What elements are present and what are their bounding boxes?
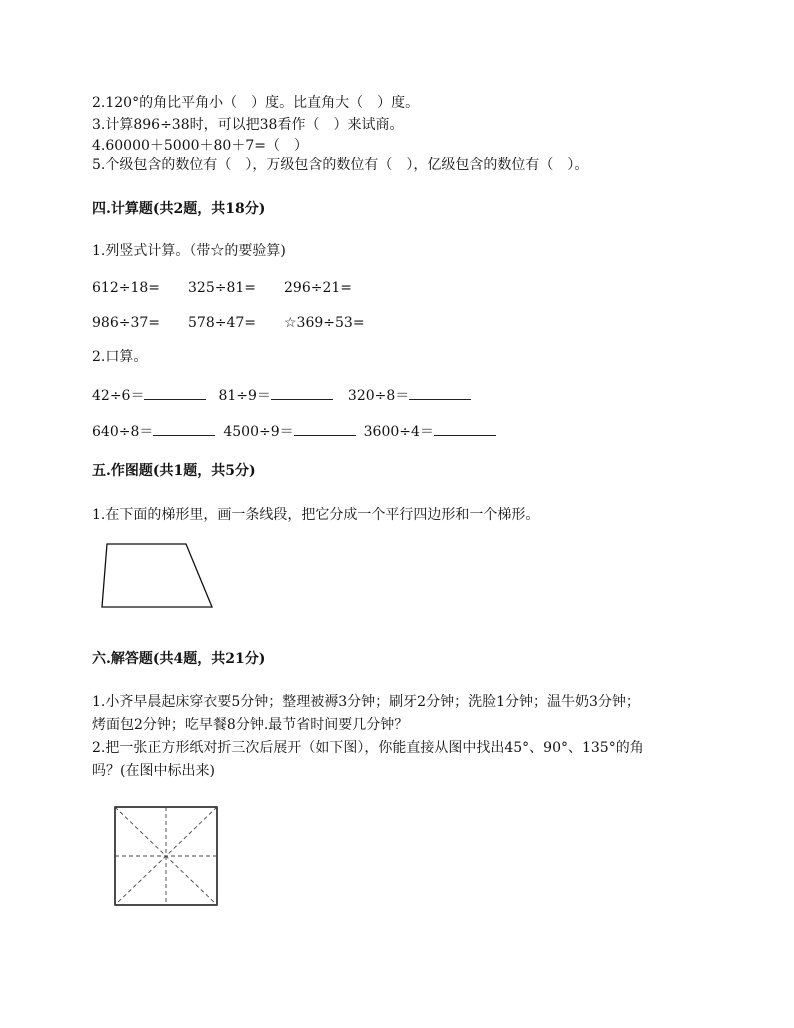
answer-blank[interactable] [294, 421, 356, 436]
question-2-text: 2.120°的角比平角小（ ）度。比直角大（ ）度。 [92, 95, 420, 111]
fold-lines [115, 807, 217, 905]
calc-q1-title: 1.列竖式计算。（带☆的要验算) [92, 243, 286, 259]
mental-item: 320÷8＝ [347, 388, 410, 404]
question-4-text: 4.60000＋5000＋80＋7=（ ） [92, 138, 308, 154]
section-6-heading: 六.解答题(共4题，共21分) [92, 651, 266, 667]
calc-item: 612÷18= [92, 280, 160, 296]
calc-row-1 [92, 278, 352, 298]
mental-item: 42÷6＝ [92, 388, 145, 404]
calc-item: 325÷81= [188, 280, 256, 296]
calc-item: 578÷47= [188, 315, 256, 331]
mental-item: 3600÷4＝ [363, 424, 434, 440]
calc-q2-title: 2.口算。 [92, 349, 148, 365]
answer-blank[interactable] [434, 421, 496, 436]
answer-q2-line-1: 2.把一张正方形纸对折三次后展开（如下图），你能直接从图中找出45°、90°、135°的角 [92, 740, 644, 756]
calc-row-2 [92, 313, 365, 333]
folded-square-figure [110, 803, 222, 909]
mental-item: 640÷8＝ [92, 424, 154, 440]
mental-row-1 [92, 385, 471, 406]
section-4-heading: 四.计算题(共2题，共18分) [92, 201, 266, 217]
calc-item: ☆369÷53= [284, 315, 365, 331]
answer-blank[interactable] [409, 385, 471, 400]
trapezoid-figure [98, 540, 218, 612]
mental-item: 81÷9＝ [218, 388, 271, 404]
answer-q1-line-2: 烤面包2分钟；吃早餐8分钟.最节省时间要几分钟？ [92, 717, 409, 733]
question-3-text: 3.计算896÷38时，可以把38看作（ ）来试商。 [92, 117, 404, 133]
answer-q2-line-2: 吗？(在图中标出来) [92, 763, 215, 779]
answer-blank[interactable] [153, 421, 215, 436]
calc-item: 986÷37= [92, 315, 160, 331]
mental-item: 4500÷9＝ [223, 424, 294, 440]
answer-blank[interactable] [271, 385, 333, 400]
calc-item: 296÷21= [284, 280, 352, 296]
answer-q1-line-1: 1.小齐早晨起床穿衣要5分钟；整理被褥3分钟；刷牙2分钟；洗脸1分钟；温牛奶3分钟； [92, 694, 640, 710]
answer-blank[interactable] [144, 385, 206, 400]
question-5-text: 5.个级包含的数位有（ ），万级包含的数位有（ ），亿级包含的数位有（ ）。 [92, 157, 589, 173]
trapezoid-shape [102, 544, 212, 607]
drawing-q1-text: 1.在下面的梯形里，画一条线段，把它分成一个平行四边形和一个梯形。 [92, 507, 540, 523]
section-5-heading: 五.作图题(共1题，共5分) [92, 463, 256, 479]
mental-row-2 [92, 421, 496, 442]
